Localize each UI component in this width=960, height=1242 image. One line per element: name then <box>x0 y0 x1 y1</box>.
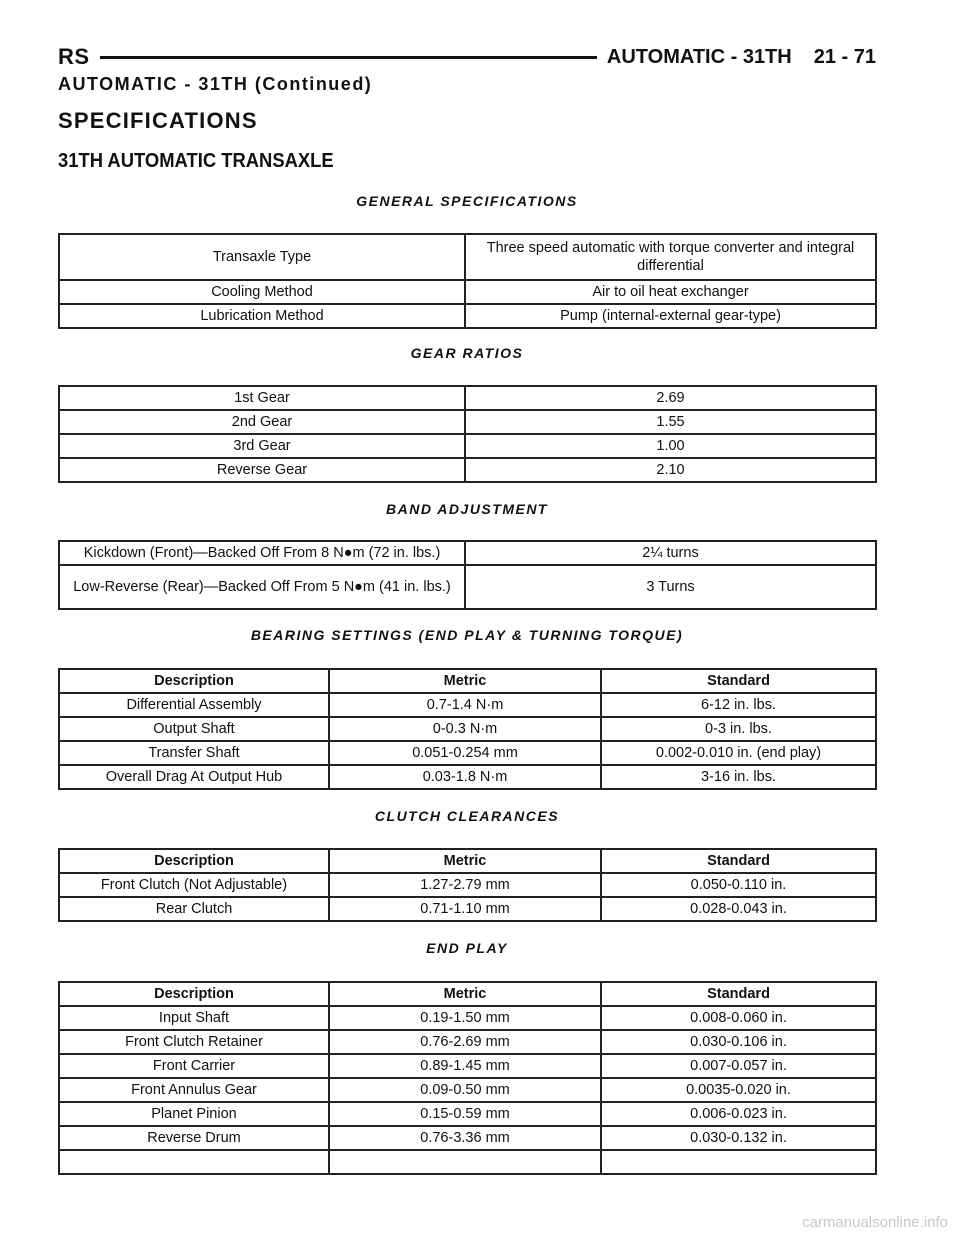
table-cell <box>59 1150 329 1174</box>
column-header: Description <box>59 982 329 1006</box>
table-cell: 1.55 <box>465 410 876 434</box>
table-cell: Differential Assembly <box>59 693 329 717</box>
table-row <box>59 1030 876 1054</box>
table-cell <box>601 1150 876 1174</box>
header-model-code: RS <box>58 44 90 69</box>
table-cell: 0.002-0.010 in. (end play) <box>601 741 876 765</box>
table-cell: 0.0035-0.020 in. <box>601 1078 876 1102</box>
table-row <box>59 458 876 482</box>
table-cell: 3rd Gear <box>59 434 465 458</box>
table-row <box>59 1078 876 1102</box>
clutch-clearances-table <box>58 848 877 922</box>
table-header-row <box>59 669 876 693</box>
band-adjustment-table <box>58 540 877 610</box>
table-cell: 0-3 in. lbs. <box>601 717 876 741</box>
table-cell: 0.7-1.4 N·m <box>329 693 601 717</box>
clutch-clearances-title: CLUTCH CLEARANCES <box>374 808 560 824</box>
table-cell: Front Annulus Gear <box>59 1078 329 1102</box>
gear-ratios-title: GEAR RATIOS <box>410 345 524 361</box>
table-row <box>59 1102 876 1126</box>
table-cell: Front Carrier <box>59 1054 329 1078</box>
continued-title: AUTOMATIC - 31TH (Continued) <box>58 74 373 94</box>
table-cell: Air to oil heat exchanger <box>465 280 876 304</box>
table-cell: Front Clutch (Not Adjustable) <box>59 873 329 897</box>
table-cell: Planet Pinion <box>59 1102 329 1126</box>
table-row <box>59 386 876 410</box>
table-cell: 0.050-0.110 in. <box>601 873 876 897</box>
table-row <box>59 741 876 765</box>
table-cell: Input Shaft <box>59 1006 329 1030</box>
table-row <box>59 1054 876 1078</box>
table-cell: 6-12 in. lbs. <box>601 693 876 717</box>
table-cell: 2.69 <box>465 386 876 410</box>
column-header: Standard <box>601 982 876 1006</box>
footer-watermark: carmanualsonline.info <box>802 1214 948 1231</box>
table-cell: 0.030-0.106 in. <box>601 1030 876 1054</box>
table-row <box>59 693 876 717</box>
general-specs-title: GENERAL SPECIFICATIONS <box>356 193 578 209</box>
table-cell: Kickdown (Front)—Backed Off From 8 N●m (72 in. lbs.) <box>59 541 465 565</box>
table-cell: Reverse Drum <box>59 1126 329 1150</box>
table-row <box>59 1126 876 1150</box>
table-cell: Front Clutch Retainer <box>59 1030 329 1054</box>
column-header: Metric <box>329 669 601 693</box>
table-header-row <box>59 982 876 1006</box>
table-cell <box>329 1150 601 1174</box>
header-page-number: 21 - 71 <box>813 45 876 68</box>
header-rule <box>100 56 597 59</box>
table-cell: 2.10 <box>465 458 876 482</box>
table-cell: 0.007-0.057 in. <box>601 1054 876 1078</box>
table-row <box>59 1006 876 1030</box>
table-cell: Lubrication Method <box>59 304 465 328</box>
table-row <box>59 410 876 434</box>
table-row <box>59 541 876 565</box>
table-cell: 1st Gear <box>59 386 465 410</box>
table-cell: Reverse Gear <box>59 458 465 482</box>
end-play-title: END PLAY <box>426 940 508 956</box>
table-cell: 3-16 in. lbs. <box>601 765 876 789</box>
table-cell: 0.008-0.060 in. <box>601 1006 876 1030</box>
column-header: Standard <box>601 849 876 873</box>
table-cell: 0.15-0.59 mm <box>329 1102 601 1126</box>
table-row <box>59 304 876 328</box>
table-cell: Cooling Method <box>59 280 465 304</box>
column-header: Description <box>59 849 329 873</box>
table-cell: 0.76-2.69 mm <box>329 1030 601 1054</box>
table-row <box>59 873 876 897</box>
end-play-table <box>58 981 877 1175</box>
table-cell: 0.89-1.45 mm <box>329 1054 601 1078</box>
table-cell: 0.09-0.50 mm <box>329 1078 601 1102</box>
bearing-settings-table <box>58 668 877 790</box>
column-header: Metric <box>329 849 601 873</box>
table-row <box>59 280 876 304</box>
table-cell: Transfer Shaft <box>59 741 329 765</box>
table-row <box>59 717 876 741</box>
table-cell: 1.00 <box>465 434 876 458</box>
table-cell: 0.006-0.023 in. <box>601 1102 876 1126</box>
table-cell: 0.19-1.50 mm <box>329 1006 601 1030</box>
table-row <box>59 1150 876 1174</box>
bearing-settings-title: BEARING SETTINGS (END PLAY & TURNING TORQUE) <box>250 627 684 643</box>
table-row <box>59 565 876 609</box>
table-cell: Transaxle Type <box>59 234 465 280</box>
band-adjustment-title: BAND ADJUSTMENT <box>386 501 548 517</box>
table-row <box>59 897 876 921</box>
table-cell: 0.030-0.132 in. <box>601 1126 876 1150</box>
table-cell: 0.76-3.36 mm <box>329 1126 601 1150</box>
table-row <box>59 234 876 280</box>
table-cell: 0.051-0.254 mm <box>329 741 601 765</box>
table-cell: Output Shaft <box>59 717 329 741</box>
page-header <box>58 42 876 72</box>
column-header: Description <box>59 669 329 693</box>
table-cell: 0.71-1.10 mm <box>329 897 601 921</box>
header-section-title: AUTOMATIC - 31TH <box>606 45 792 68</box>
table-row <box>59 434 876 458</box>
table-cell: Rear Clutch <box>59 897 329 921</box>
table-cell: 2¼ turns <box>465 541 876 565</box>
header-right <box>607 46 876 69</box>
gear-ratios-table <box>58 385 877 483</box>
table-cell: Low-Reverse (Rear)—Backed Off From 5 N●m (41 in. lbs.) <box>59 565 465 609</box>
table-header-row <box>59 849 876 873</box>
general-specs-table <box>58 233 877 329</box>
table-cell: 1.27-2.79 mm <box>329 873 601 897</box>
table-cell: 0-0.3 N·m <box>329 717 601 741</box>
table-cell: 0.028-0.043 in. <box>601 897 876 921</box>
table-cell: 0.03-1.8 N·m <box>329 765 601 789</box>
table-row <box>59 765 876 789</box>
column-header: Metric <box>329 982 601 1006</box>
table-cell: 3 Turns <box>465 565 876 609</box>
table-cell: Overall Drag At Output Hub <box>59 765 329 789</box>
table-cell: Three speed automatic with torque converter and integral differential <box>465 234 876 280</box>
table-cell: Pump (internal-external gear-type) <box>465 304 876 328</box>
column-header: Standard <box>601 669 876 693</box>
specifications-title: SPECIFICATIONS <box>58 108 258 133</box>
table-cell: 2nd Gear <box>59 410 465 434</box>
transaxle-title: 31TH AUTOMATIC TRANSAXLE <box>58 150 334 172</box>
